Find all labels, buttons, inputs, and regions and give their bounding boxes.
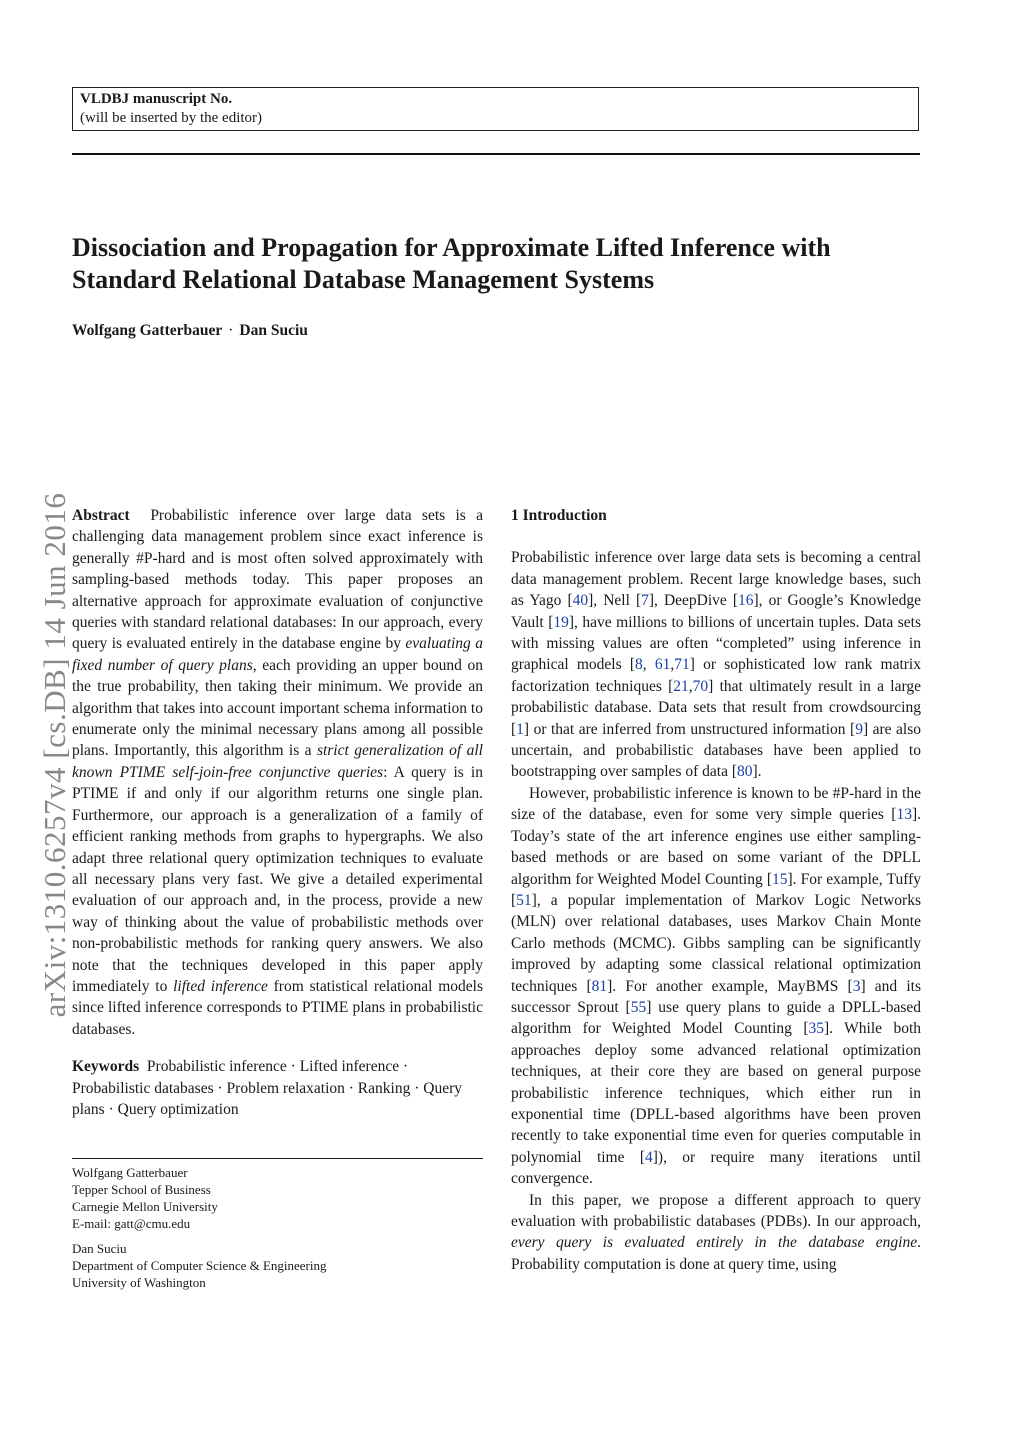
citation-link[interactable]: 3 — [852, 977, 861, 995]
left-column — [72, 505, 483, 1120]
affiliation-name: Wolfgang Gatterbauer — [72, 1165, 188, 1180]
header-rule — [72, 153, 920, 155]
intro-paragraph-1: Probabilistic inference over large data sets is becoming a central data management problem. Recent large knowledge bases, such as Yago [40], Nell [7], DeepDive [16], or Google’s Knowledge Vault [19], have millions to billions of uncertain tuples. Data sets with missing values are often “completed” using inference in graphical models [8, 61,71] or sophisticated low rank matrix factorization techniques [21,70] that ultimately result in a large probabilistic database. Data sets that result from crowdsourcing [1] or that are inferred from unstructured information [9] are also uncertain, and probabilistic databases have been applied to bootstrapping over samples of data [80]. — [511, 549, 922, 781]
footnote-rule — [72, 1158, 483, 1159]
citation-link[interactable]: 40 — [572, 592, 589, 610]
citation-link[interactable]: 1 — [516, 720, 524, 738]
keywords: Keywords Probabilistic inference · Lifted inference · Probabilistic databases · Problem relaxation · Ranking · Query plans · Query optimization — [72, 1058, 462, 1118]
abstract: Abstract Probabilistic inference over large data sets is a challenging data management problem since exact inference is generally #P-hard and is most often solved approximately with sampling-based methods today. This paper proposes an alternative approach for approximate evaluation of conjunctive queries with standard relational databases: In our approach, every query is evaluated entirely in the database engine by evaluating a fixed number of query plans, each providing an upper bound on the true probability, then taking their minimum. We provide an algorithm that takes into account important schema information to enumerate only the minimal necessary plans among all possible plans. Importantly, this algorithm is a strict generalization of all known PTIME self-join-free conjunctive queries: A query is in PTIME if and only if our algorithm returns one single plan. Furthermore, our approach is a generalization of a family of efficient ranking methods from graphs to hypergraphs. We also adapt three relational query optimization techniques to evaluate all necessary plans very fast. We give a detailed experimental evaluation of our approach and, in the process, provide a new way of thinking about the value of probabilistic methods over non-probabilistic methods for ranking query answers. We also note that the techniques developed in this paper apply immediately to lifted inference from statistical relational models since lifted inference corresponds to PTIME plans in probabilistic databases. — [72, 507, 484, 1038]
citation-link[interactable]: 8 — [635, 656, 643, 674]
citation-link[interactable]: 81 — [591, 977, 608, 995]
citation-link[interactable]: 21 — [673, 677, 689, 695]
manuscript-number-label: VLDBJ manuscript No. — [80, 91, 233, 107]
citation-link[interactable]: 19 — [553, 613, 569, 631]
affiliation-line: Tepper School of Business — [72, 1182, 211, 1197]
citation-link[interactable]: 61 — [654, 656, 671, 674]
keywords-label: Keywords — [72, 1058, 140, 1076]
citation-link[interactable]: 55 — [630, 998, 647, 1016]
citation-link[interactable]: 7 — [641, 592, 649, 610]
paper-title: Dissociation and Propagation for Approximate Lifted Inference with Standard Relational Database Management Systems — [72, 233, 831, 294]
abstract-label: Abstract — [72, 507, 130, 524]
citation-link[interactable]: 16 — [737, 592, 754, 610]
affiliation-email: E-mail: gatt@cmu.edu — [72, 1216, 191, 1231]
affiliation-name: Dan Suciu — [72, 1241, 127, 1256]
author-list — [72, 322, 308, 340]
intro-paragraph-3: In this paper, we propose a different approach to query evaluation with probabilistic databases (PDBs). In our approach, every query is evaluated entirely in the database engine. Probability computation is done at query time, using — [511, 1191, 921, 1273]
manuscript-info-box — [72, 87, 919, 131]
affiliation-line: Department of Computer Science & Engineering — [72, 1258, 327, 1273]
author-separator: · — [228, 322, 234, 339]
editor-note: (will be inserted by the editor) — [80, 110, 263, 126]
intro-paragraph-2: However, probabilistic inference is known to be #P-hard in the size of the database, even for some very simple queries [13]. Today’s state of the art inference engines use either sampling-based methods or are based on some variant of the DPLL algorithm for Weighted Model Counting [15]. For example, Tuffy [51], a popular implementation of Markov Logic Networks (MLN) over relational databases, uses Markov Chain Monte Carlo methods (MCMC). Gibbs sampling can be significantly improved by adapting some classical relational optimization techniques [81]. For another example, MayBMS [3] and its successor Sprout [55] use query plans to guide a DPLL-based algorithm for Weighted Model Counting [35]. While both approaches deploy some advanced relational optimization techniques, at their core they are based on general purpose probabilistic inference techniques, which either run in exponential time (DPLL-based algorithms have been proven recently to take exponential time even for queries computable in polynomial time [4]), or require many iterations until convergence. — [511, 784, 921, 1188]
author-gatterbauer: Wolfgang Gatterbauer — [72, 322, 223, 339]
affiliation-line: University of Washington — [72, 1275, 206, 1290]
section-heading: 1 Introduction — [511, 507, 607, 524]
right-column — [511, 505, 921, 1275]
citation-link[interactable]: 35 — [808, 1020, 824, 1038]
affiliations — [72, 1164, 483, 1291]
citation-link[interactable]: 15 — [772, 870, 788, 888]
citation-link[interactable]: 4 — [645, 1148, 653, 1166]
citation-link[interactable]: 71 — [674, 656, 690, 674]
affiliation-line: Carnegie Mellon University — [72, 1199, 218, 1214]
author-suciu: Dan Suciu — [239, 322, 308, 339]
citation-link[interactable]: 9 — [855, 720, 863, 738]
citation-link[interactable]: 13 — [896, 806, 912, 824]
citation-link[interactable]: 80 — [736, 763, 753, 781]
arxiv-stamp: arXiv:1310.6257v4 [cs.DB] 14 Jun 2016 — [37, 492, 72, 1018]
citation-link[interactable]: 70 — [692, 677, 709, 695]
citation-link[interactable]: 51 — [516, 891, 532, 909]
